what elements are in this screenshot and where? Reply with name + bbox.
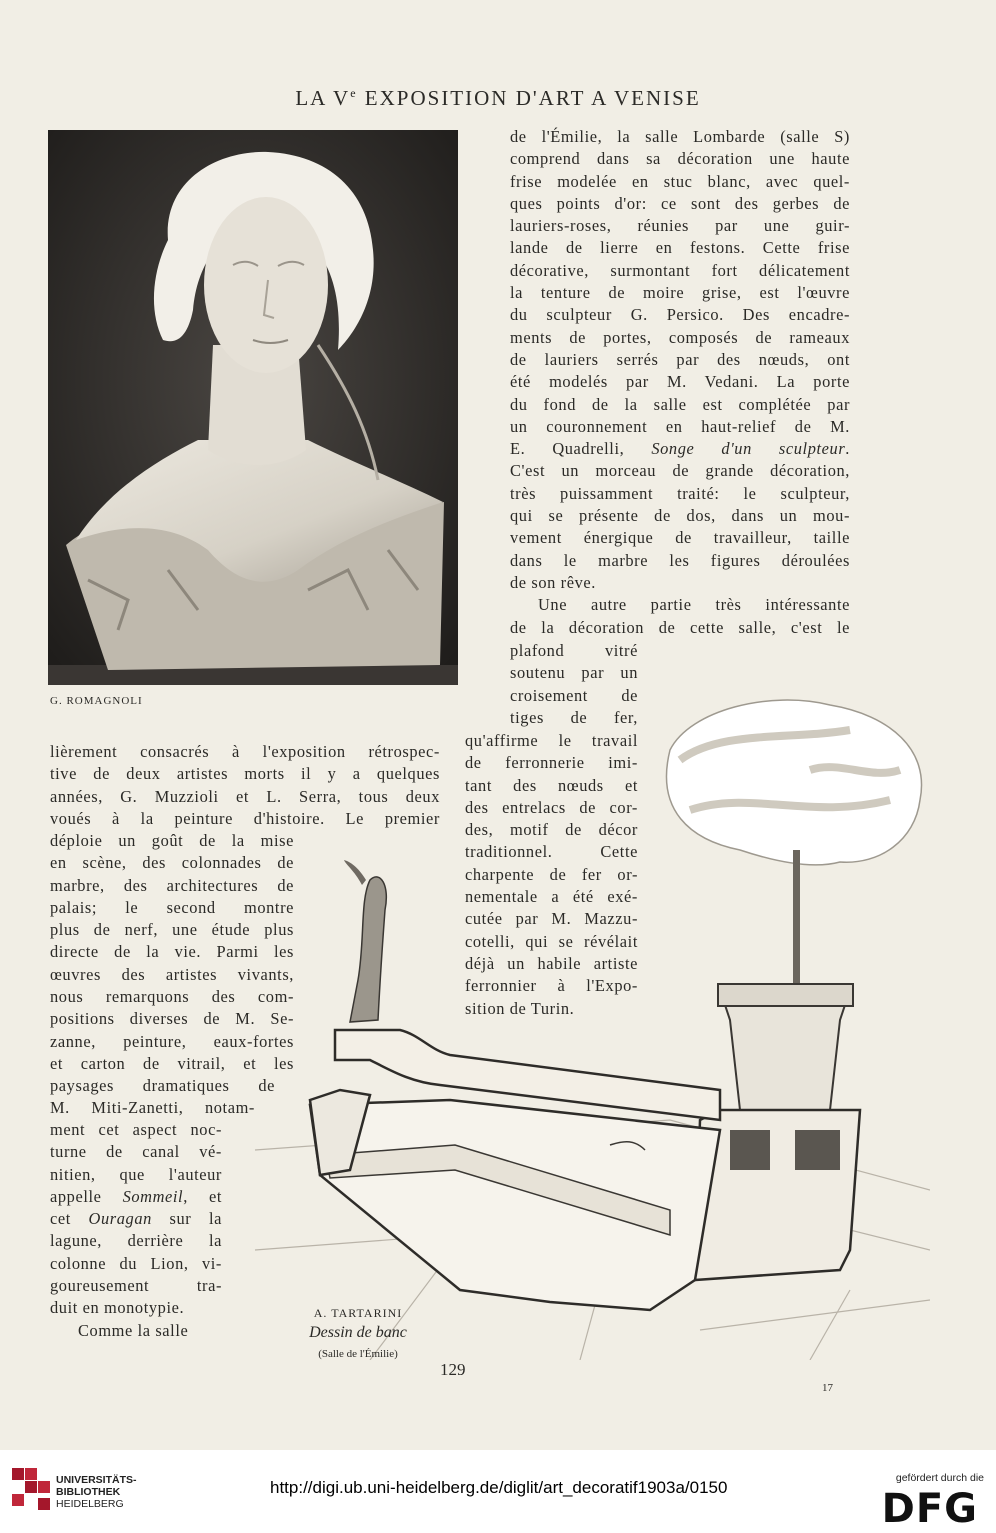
page-number: 129 (440, 1360, 466, 1379)
text-line: lagune, derrière la (50, 1231, 222, 1251)
text-line: duit en monotypie. (50, 1298, 185, 1318)
text-line: appelle Sommeil, et (50, 1186, 222, 1206)
text-line: déploie un goût de la mise (50, 831, 294, 850)
text-line: de lauriers serrés par des nœuds, ont (510, 349, 850, 369)
running-head: LA Ve EXPOSITION D'ART A VENISE (295, 86, 701, 110)
text-line: œuvres des artistes vivants, (50, 964, 294, 984)
right-column (510, 126, 850, 639)
bust-credit: G. ROMAGNOLI (50, 695, 143, 707)
bench-title: Dessin de banc (309, 1324, 407, 1341)
text-line: et carton de vitrail, et les (50, 1053, 294, 1073)
text-line: Une autre partie très intéressante (538, 595, 850, 615)
text-line: cet Ouragan sur la (50, 1209, 222, 1229)
text-line: du fond de la salle est complétée par (510, 394, 850, 414)
text-line: la tenture de moire grise, est l'œuvre (510, 283, 850, 303)
text-line: ques points d'or: ce sont des gerbes de (510, 193, 850, 213)
text-line: un couronnement en haut-relief de M. (510, 416, 850, 436)
text-line: tant des nœuds et (465, 775, 638, 795)
text-line: turne de canal vé- (50, 1142, 222, 1162)
library-logo-icon (12, 1468, 50, 1514)
text-line: paysages dramatiques de (50, 1076, 275, 1095)
bench-artist: A. TARTARINI (313, 1306, 403, 1320)
text-line: voués à la peinture d'histoire. Le premier (50, 808, 440, 828)
text-line: traditionnel. Cette (465, 842, 638, 862)
text-line: de son rêve. (510, 572, 596, 592)
bench-location: (Salle de l'Émilie) (318, 1348, 398, 1360)
text-line: de ferronnerie imi- (465, 753, 638, 773)
text-line: M. Miti-Zanetti, notam- (50, 1098, 255, 1117)
funder-label: gefördert durch die (895, 1472, 984, 1484)
text-line: dans le marbre les figures déroulées (510, 550, 850, 570)
text-line: nementale a été exé- (465, 887, 638, 907)
text-line: déjà un habile artiste (465, 953, 638, 973)
text-line: plus de nerf, une étude plus (50, 920, 294, 940)
text-line: des, motif de décor (465, 820, 638, 840)
text-line: frise modelée en stuc blanc, avec quel- (510, 171, 850, 191)
text-line: en scène, des colonnades de (50, 853, 294, 873)
text-line: zanne, peinture, eaux-fortes (50, 1031, 294, 1051)
text-line: ment cet aspect noc- (50, 1120, 222, 1139)
text-line: tiges de fer, (510, 707, 638, 727)
bust-photograph (48, 130, 458, 685)
text-line: nitien, que l'auteur (50, 1164, 222, 1184)
text-line: qu'affirme le travail (465, 731, 638, 750)
text-line: C'est un morceau de grande décoration, (510, 461, 850, 481)
text-line: du sculpteur G. Persico. Des encadre- (510, 305, 850, 325)
text-line: tive de deux artistes morts il y a quelques (50, 764, 440, 784)
text-line: des entrelacs de cor- (465, 797, 638, 817)
text-line: décorative, surmontant fort délicatement (510, 260, 850, 280)
text-line: cotelli, qui se révélait (465, 931, 638, 951)
text-line: directe de la vie. Parmi les (50, 942, 294, 962)
text-line: de l'Émilie, la salle Lombarde (salle S) (510, 127, 850, 146)
signature-mark: 17 (822, 1382, 833, 1394)
text-line: vement énergique de travailleur, taille (510, 528, 850, 548)
text-line: été modelés par M. Vedani. La porte (510, 372, 850, 392)
text-line: années, G. Muzzioli et L. Serra, tous deux (50, 786, 440, 806)
text-line: palais; le second montre (50, 897, 294, 917)
text-line: lièrement consacrés à l'exposition rétrospec- (50, 742, 440, 761)
source-url-link[interactable]: http://digi.ub.uni-heidelberg.de/diglit/art_decoratif1903a/0150 (270, 1478, 728, 1497)
text-line: soutenu par un (510, 663, 638, 683)
left-column-narrow-d (50, 1119, 222, 1342)
footer-bar (0, 1450, 996, 1533)
text-line: lande de lierre en festons. Cette frise (510, 238, 850, 258)
text-line: de la décoration de cette salle, c'est le (510, 617, 850, 637)
text-line: marbre, des architectures de (50, 875, 294, 895)
text-line: qui se présente de dos, dans un mou- (510, 506, 850, 526)
text-line: très puissamment traité: le sculpteur, (510, 483, 850, 503)
text-line: positions diverses de M. Se- (50, 1009, 294, 1029)
bench-drawing (250, 690, 930, 1360)
library-name: UNIVERSITÄTS- BIBLIOTHEK HEIDELBERG (56, 1474, 137, 1510)
text-line: ments de portes, composés de rameaux (510, 327, 850, 347)
left-column-narrow-b (50, 1075, 275, 1097)
dfg-logo: DFG (881, 1486, 978, 1532)
text-line: cutée par M. Mazzu- (465, 909, 638, 929)
text-line: ferronnier à l'Expo- (465, 976, 638, 996)
text-line: sition de Turin. (465, 998, 575, 1018)
text-line: plafond vitré (510, 641, 638, 660)
text-line: charpente de fer or- (465, 864, 638, 884)
text-line: colonne du Lion, vi- (50, 1253, 222, 1273)
text-line: goureusement tra- (50, 1276, 222, 1296)
text-line: croisement de (510, 685, 638, 705)
text-line: lauriers-roses, réunies par une guir- (510, 216, 850, 236)
text-line: nous remarquons des com- (50, 987, 294, 1007)
text-line: comprend dans sa décoration une haute (510, 149, 850, 169)
text-line: E. Quadrelli, Songe d'un sculpteur. (510, 439, 850, 459)
text-line: Comme la salle (78, 1320, 189, 1340)
left-column-narrow-c (50, 1097, 255, 1119)
